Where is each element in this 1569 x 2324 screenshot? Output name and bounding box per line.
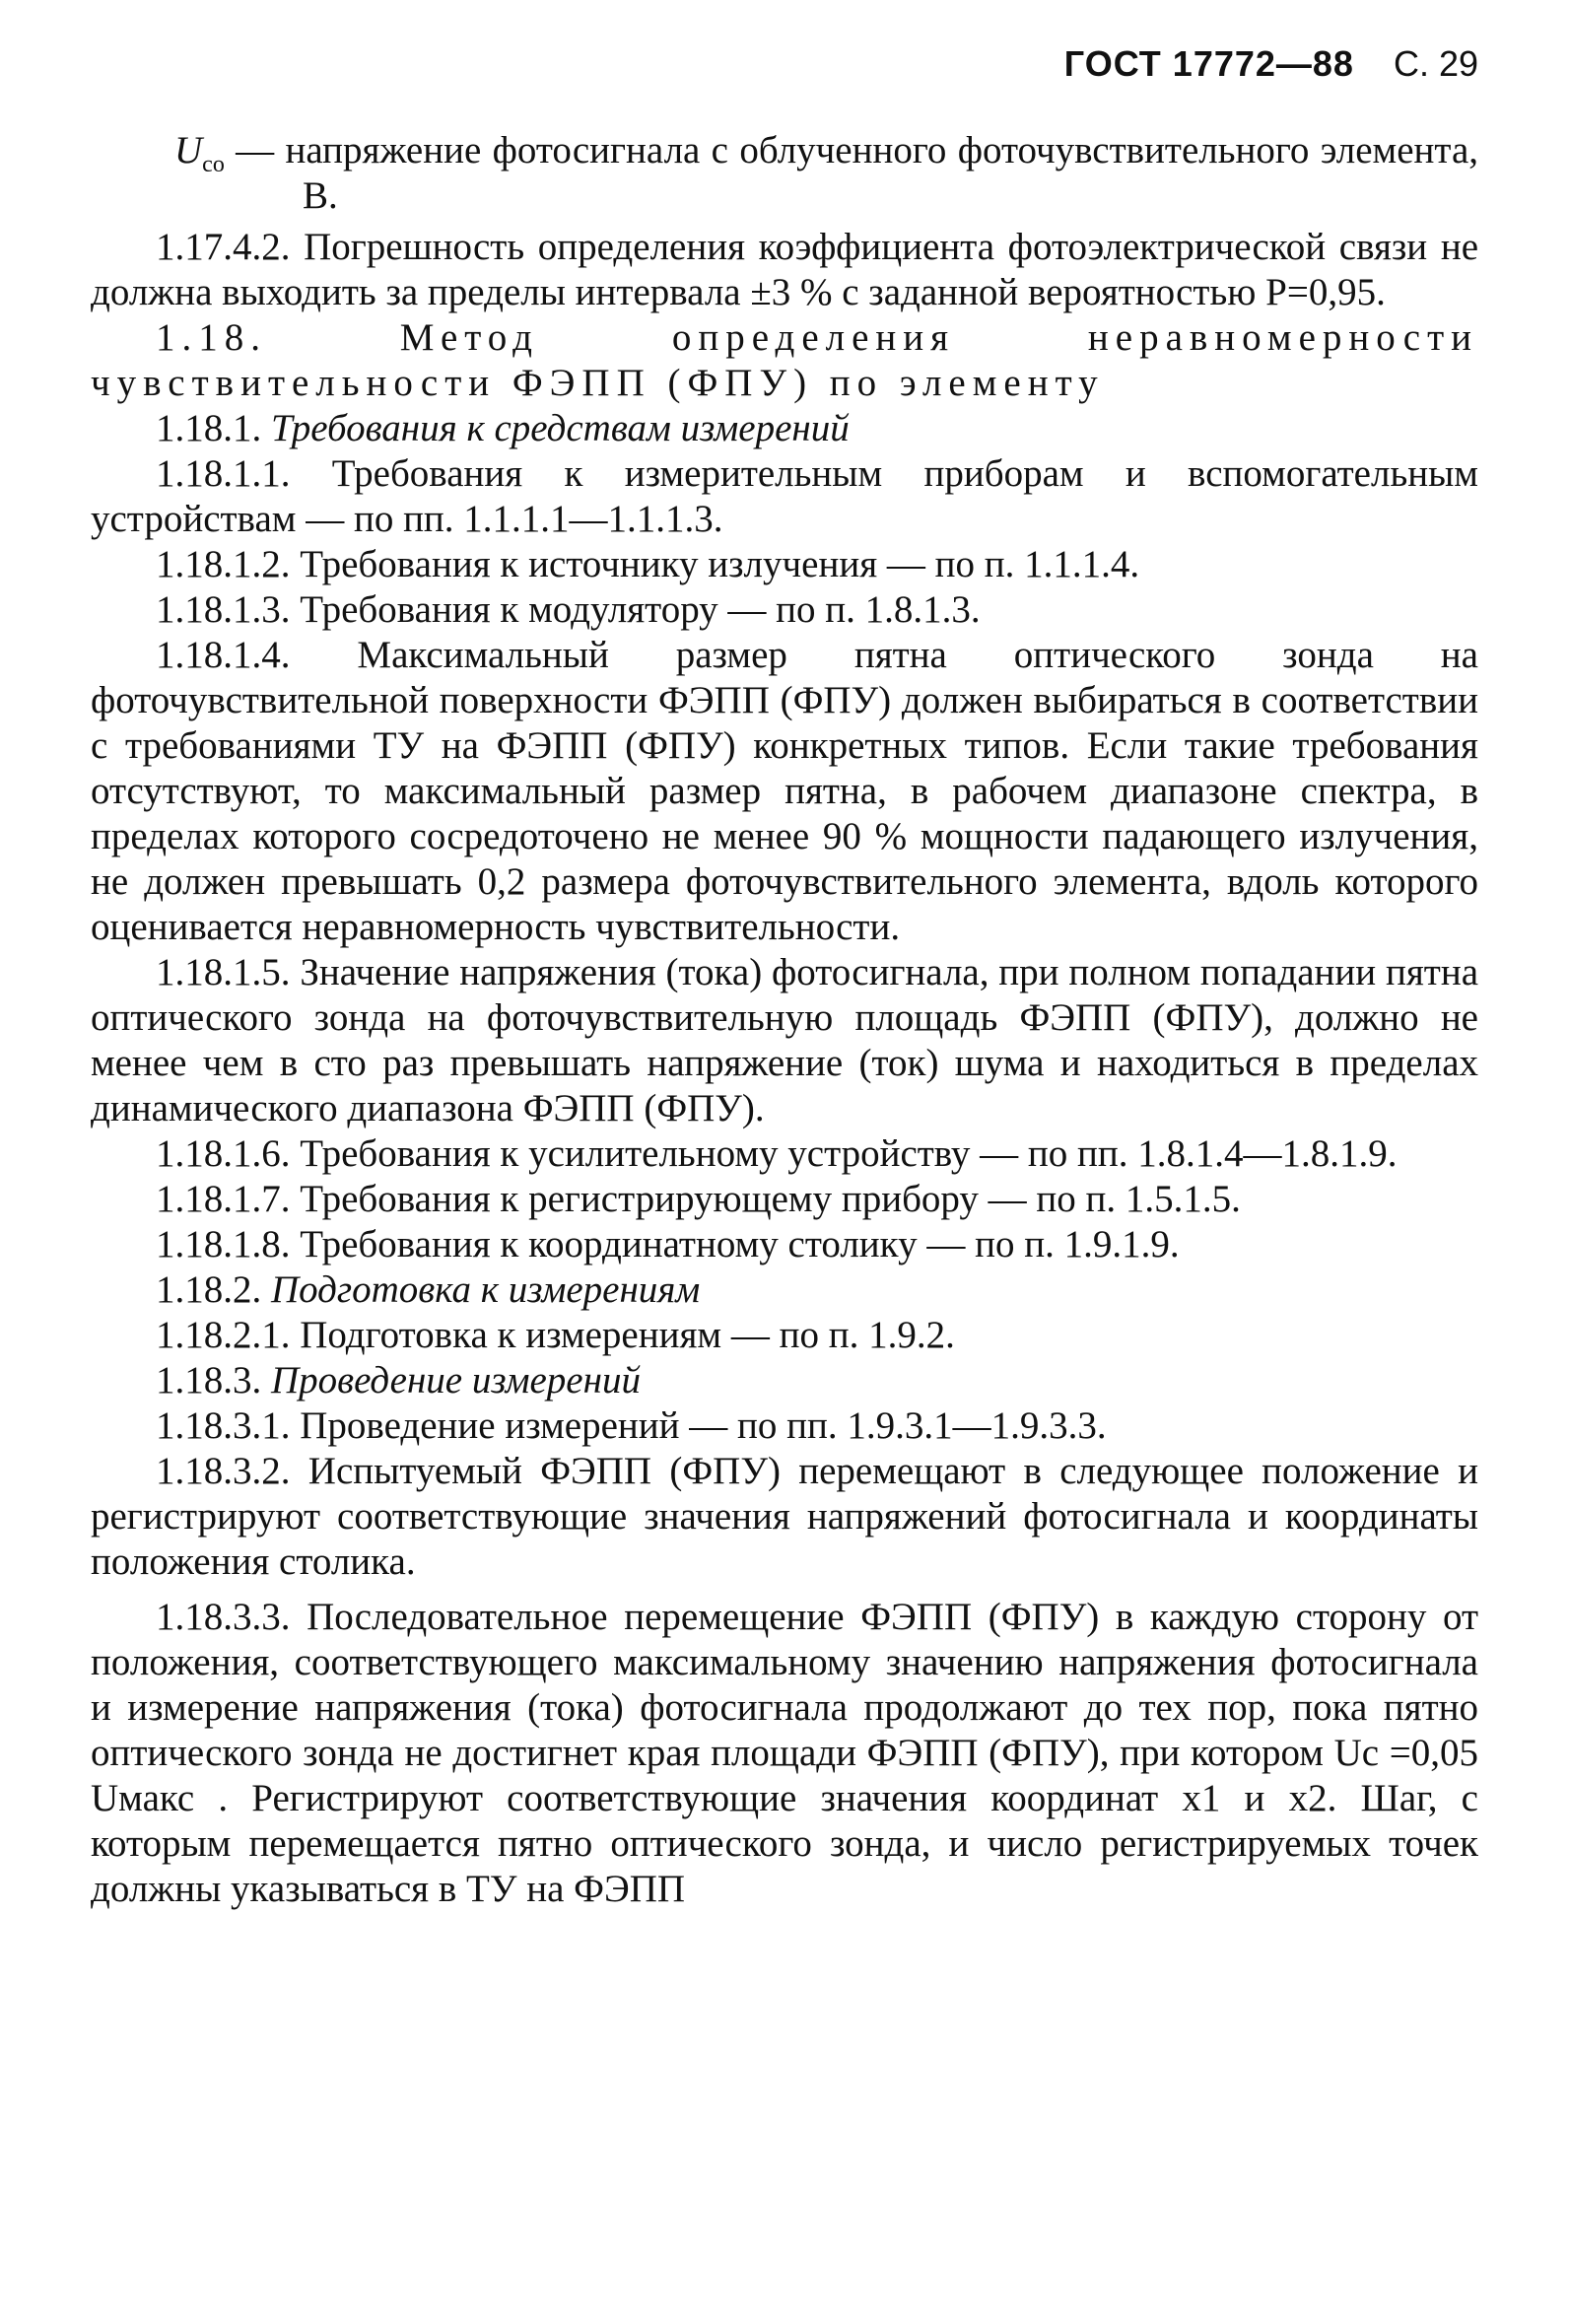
paragraph-1-18-3-1: 1.18.3.1. Проведение измерений — по пп. 1.9.3.1—1.9.3.3. [156,1404,1107,1447]
subsection-title: Подготовка к измерениям [271,1268,701,1311]
subsection-number: 1.18.2. [156,1268,262,1311]
subsection-heading-1-18-1 [91,406,1478,451]
document-body [91,128,1478,1912]
standard-number: ГОСТ 17772—88 [1063,43,1354,84]
definition-text: — напряжение фотосигнала с облученного фоточувствительного элемента, В. [224,129,1478,217]
paragraph-1-18-3-3: 1.18.3.3. Последовательное перемещение ФЭПП (ФПУ) в каждую сторону от положения, соответствующего максимальному значению напряжения фотосигнала и измерение напряжения (тока) фотосигнала продолжают до тех пор, пока пятно оптического зонда не достигнет края площади ФЭПП (ФПУ), при котором Uс =0,05 Uмакс . Регистрируют соответствующие значения координат x1 и x2. Шаг, с которым перемещается пятно оптического зонда, и число регистрируемых точек должны указываться в ТУ на ФЭПП [91,1596,1478,1910]
symbol-subscript: со [202,151,225,177]
page-number: С. 29 [1393,43,1478,84]
subsection-title: Требования к средствам измерений [271,407,850,449]
paragraph-1-18-1-2: 1.18.1.2. Требования к источнику излучения — по п. 1.1.1.4. [156,543,1140,585]
paragraph-1-18-1-5: 1.18.1.5. Значение напряжения (тока) фотосигнала, при полном попадании пятна оптического зонда на фоточувствительную площадь ФЭПП (ФПУ), должно не менее чем в сто раз превышать напряжение (ток) шума и находиться в пределах динамического диапазона ФЭПП (ФПУ). [91,951,1478,1129]
subsection-heading-1-18-3 [91,1358,1478,1403]
paragraph-1-18-1-6: 1.18.1.6. Требования к усилительному устройству — по пп. 1.8.1.4—1.8.1.9. [156,1132,1398,1175]
paragraph-1-18-1-1: 1.18.1.1. Требования к измерительным приборам и вспомогательным устройствам — по пп. 1.1.1.1—1.1.1.3. [91,452,1478,540]
paragraph-1-18-1-8: 1.18.1.8. Требования к координатному столику — по п. 1.9.1.9. [156,1223,1180,1265]
paragraph-1-18-1-3: 1.18.1.3. Требования к модулятору — по п. 1.8.1.3. [156,588,981,631]
paragraph-1-18-1-7: 1.18.1.7. Требования к регистрирующему прибору — по п. 1.5.1.5. [156,1178,1241,1220]
definition-u-co [91,128,1478,219]
section-heading-1-18: 1.18. Метод определения неравномерности чувствительности ФЭПП (ФПУ) по элементу [91,316,1478,404]
paragraph-1-17-4-2: 1.17.4.2. Погрешность определения коэффициента фотоэлектрической связи не должна выходить за пределы интервала ±3 % с заданной вероятностью P=0,95. [91,226,1478,313]
paragraph-1-18-1-4: 1.18.1.4. Максимальный размер пятна оптического зонда на фоточувствительной поверхности ФЭПП (ФПУ) должен выбираться в соответствии с требованиями ТУ на ФЭПП (ФПУ) конкретных типов. Если такие требования отсутствуют, то максимальный размер пятна, в рабочем диапазоне спектра, в пределах которого сосредоточено не менее 90 % мощности падающего излучения, не должен превышать 0,2 размера фоточувствительного элемента, вдоль которого оценивается неравномерность чувствительности. [91,634,1478,948]
subsection-number: 1.18.1. [156,407,262,449]
page-header [1064,43,1478,85]
paragraph-1-18-2-1: 1.18.2.1. Подготовка к измерениям — по п. 1.9.2. [156,1314,955,1356]
symbol-u: U [174,129,203,171]
subsection-number: 1.18.3. [156,1359,262,1401]
paragraph-1-18-3-2: 1.18.3.2. Испытуемый ФЭПП (ФПУ) перемещают в следующее положение и регистрируют соответствующие значения напряжений фотосигнала и координаты положения столика. [91,1450,1478,1583]
subsection-title: Проведение измерений [271,1359,641,1401]
subsection-heading-1-18-2 [91,1267,1478,1313]
